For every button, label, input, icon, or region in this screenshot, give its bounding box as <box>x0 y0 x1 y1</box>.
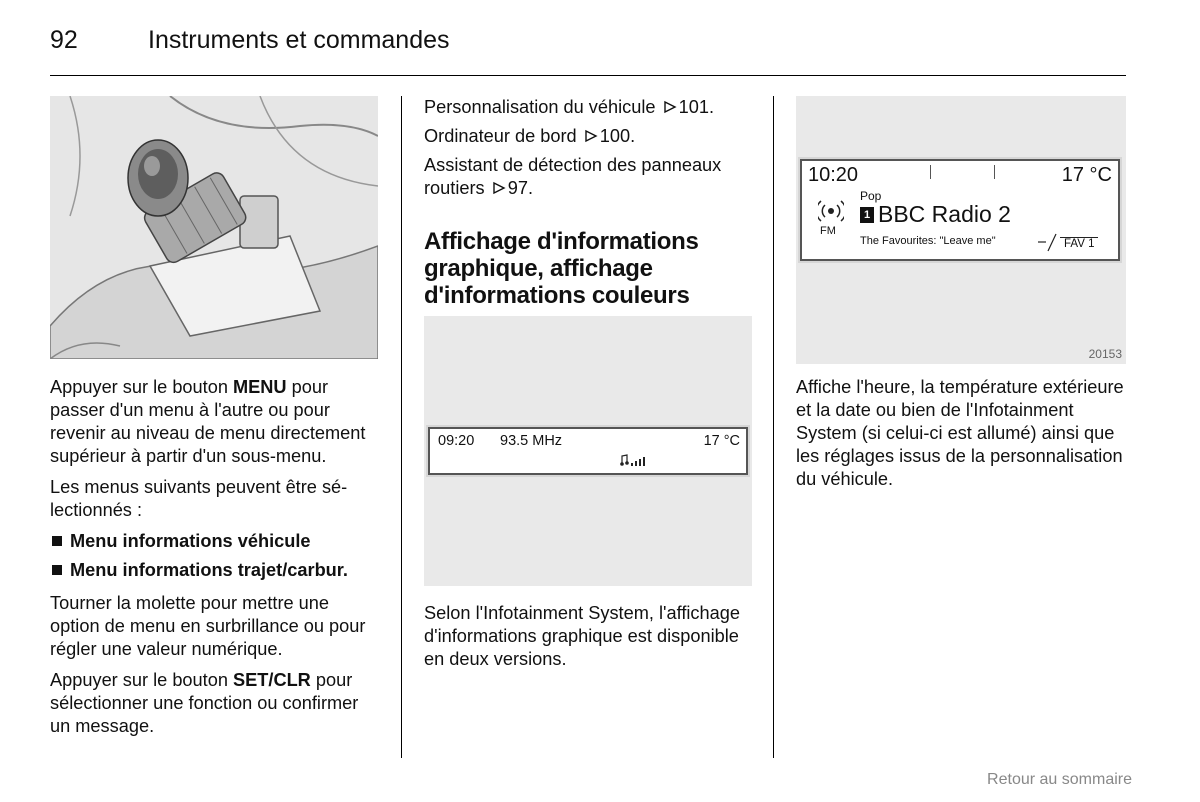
status-separator <box>994 165 995 179</box>
radio-antenna-icon <box>818 199 844 223</box>
column-divider-1 <box>401 96 402 758</box>
back-to-contents-link[interactable]: Retour au sommaire <box>987 771 1132 788</box>
column-2-refs <box>424 96 758 208</box>
column-divider-2 <box>773 96 774 758</box>
column-1-text <box>50 376 382 746</box>
color-display-illustration <box>796 96 1126 364</box>
music-signal-icon <box>620 453 648 467</box>
display-description-paragraph: Affiche l'heure, la température extérieure et la date ou bien de l'Infotainment System (si celui-ci est allumé) ainsi que les réglages issus de la personnalisation du véhicule. <box>796 377 1124 489</box>
bullet-vehicle-info: Menu informations véhicule <box>50 530 382 553</box>
graphic-display-illustration <box>424 316 752 586</box>
status-separator <box>930 165 931 179</box>
ref-vehicle-personalisation[interactable]: Personnalisation du véhicule 101. <box>424 97 715 117</box>
display-frequency: 93.5 MHz <box>500 433 563 449</box>
ref-board-computer[interactable]: Ordinateur de bord 100. <box>424 126 636 146</box>
favourite-label: FAV 1 <box>1060 237 1098 250</box>
fav-slash-icon <box>1038 231 1060 253</box>
page-reference-arrow-icon <box>584 129 598 143</box>
station-number-badge: 1 <box>860 207 874 223</box>
display-temperature: 17 °C <box>703 433 740 449</box>
steering-stalk-illustration <box>50 96 378 359</box>
graphic-display-screen <box>428 427 748 475</box>
color-display-screen <box>800 159 1120 261</box>
wheel-paragraph: Tourner la molette pour mettre une option de menu en surbrillance ou pour régler une valeur numérique. <box>50 593 366 659</box>
steering-stalk-drawing <box>50 96 378 359</box>
setclr-paragraph: Appuyer sur le bouton SET/CLR pour sélectionner une fonction ou confirmer un message. <box>50 670 359 736</box>
bullet-trip-info: Menu informations trajet/carbur. <box>50 559 382 582</box>
bullet-square-icon <box>52 565 62 575</box>
display-temperature: 17 °C <box>1061 164 1112 186</box>
menu-button-paragraph: Appuyer sur le bouton MENU pour passer d'un menu à l'autre ou pour revenir au niveau de menu directement supérieur à partir d'un sous-menu. <box>50 377 366 466</box>
page-reference-arrow-icon <box>492 181 506 195</box>
display-genre: Pop <box>860 189 882 203</box>
header-divider <box>50 75 1126 76</box>
display-time: 10:20 <box>808 164 859 186</box>
section-heading: Affichage d'informations graphique, affichage d'informations couleurs <box>424 228 699 309</box>
page-number: 92 <box>50 26 78 54</box>
illustration-id: 20153 <box>1088 347 1122 361</box>
display-band: FM <box>820 225 836 237</box>
display-track: The Favourites: "Leave me" <box>860 235 996 247</box>
ref-traffic-sign-assistant[interactable]: Assistant de détection des panneaux routiers 97. <box>424 155 722 198</box>
display-station-name: BBC Radio 2 <box>878 201 1011 227</box>
chapter-title: Instruments et commandes <box>148 26 450 54</box>
page-reference-arrow-icon <box>663 100 677 114</box>
bullet-square-icon <box>52 536 62 546</box>
display-versions-paragraph: Selon l'Infotainment System, l'affichage d'informations graphique est disponible en deux versions. <box>424 603 740 669</box>
display-time: 09:20 <box>438 433 475 449</box>
menus-intro-paragraph: Les menus suivants peuvent être sélectionnés : <box>50 477 348 520</box>
